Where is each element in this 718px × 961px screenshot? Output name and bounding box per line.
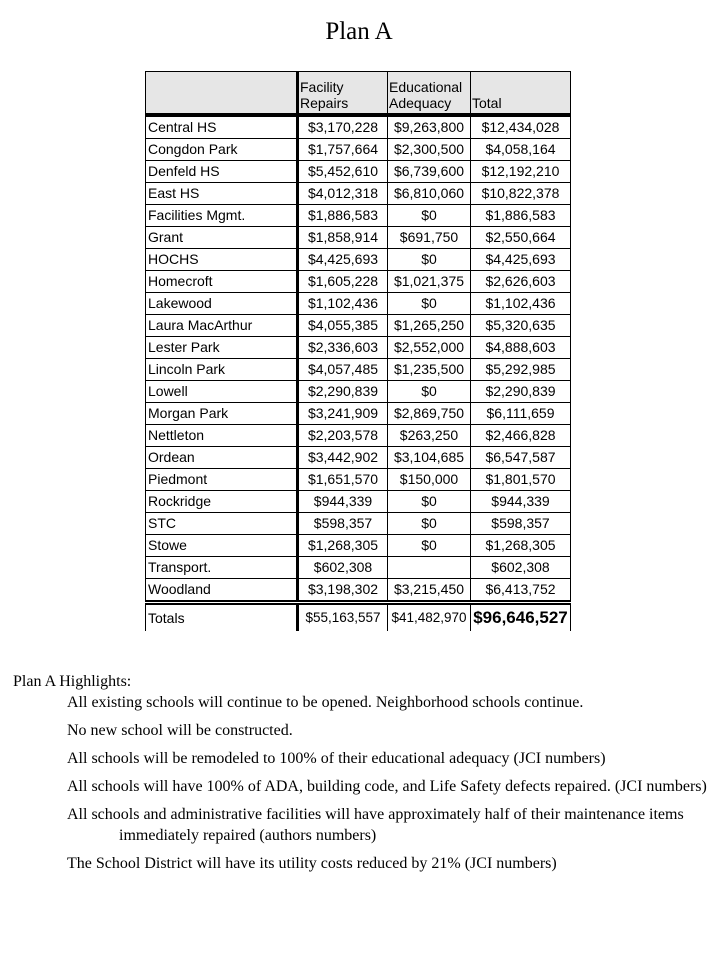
row-facility-repairs: $944,339 xyxy=(298,491,388,513)
row-name: STC xyxy=(146,513,298,535)
row-name: Denfeld HS xyxy=(146,161,298,183)
table-row xyxy=(146,469,571,491)
highlights-heading: Plan A Highlights: xyxy=(13,673,132,690)
row-total: $6,111,659 xyxy=(471,403,571,425)
row-facility-repairs: $1,268,305 xyxy=(298,535,388,557)
table-row xyxy=(146,227,571,249)
row-educational-adequacy: $0 xyxy=(388,293,471,315)
plan-highlights xyxy=(13,671,713,881)
row-name: Central HS xyxy=(146,115,298,139)
row-educational-adequacy: $263,250 xyxy=(388,425,471,447)
row-total: $5,320,635 xyxy=(471,315,571,337)
row-educational-adequacy xyxy=(388,557,471,579)
row-facility-repairs: $1,757,664 xyxy=(298,139,388,161)
highlight-item: The School District will have its utility costs reduced by 21% (JCI numbers) xyxy=(67,855,557,872)
plan-a-cost-table xyxy=(145,71,571,631)
table-row xyxy=(146,491,571,513)
row-educational-adequacy: $0 xyxy=(388,205,471,227)
row-educational-adequacy: $1,021,375 xyxy=(388,271,471,293)
row-total: $6,413,752 xyxy=(471,579,571,603)
row-educational-adequacy: $1,235,500 xyxy=(388,359,471,381)
row-name: Lowell xyxy=(146,381,298,403)
row-facility-repairs: $2,290,839 xyxy=(298,381,388,403)
row-name: Ordean xyxy=(146,447,298,469)
row-total: $1,886,583 xyxy=(471,205,571,227)
row-total: $598,357 xyxy=(471,513,571,535)
highlight-item: No new school will be constructed. xyxy=(67,722,293,739)
row-name: HOCHS xyxy=(146,249,298,271)
row-name: Laura MacArthur xyxy=(146,315,298,337)
row-educational-adequacy: $2,552,000 xyxy=(388,337,471,359)
row-educational-adequacy: $0 xyxy=(388,381,471,403)
highlights-list xyxy=(13,692,713,874)
row-facility-repairs: $4,425,693 xyxy=(298,249,388,271)
row-name: Lakewood xyxy=(146,293,298,315)
highlight-item: All schools and administrative facilities will have approximately half of their maintenance items immediately repaired (authors numbers) xyxy=(67,806,684,844)
table-row xyxy=(146,513,571,535)
row-total: $2,626,603 xyxy=(471,271,571,293)
row-educational-adequacy: $2,300,500 xyxy=(388,139,471,161)
row-total: $12,192,210 xyxy=(471,161,571,183)
header-educational-adequacy xyxy=(388,72,471,116)
page-title: Plan A xyxy=(325,18,393,45)
table-row xyxy=(146,557,571,579)
row-facility-repairs: $3,442,902 xyxy=(298,447,388,469)
table-row xyxy=(146,183,571,205)
row-name: Facilities Mgmt. xyxy=(146,205,298,227)
row-total: $1,268,305 xyxy=(471,535,571,557)
row-name: Piedmont xyxy=(146,469,298,491)
totals-grand-total: $96,646,527 xyxy=(471,603,571,632)
row-facility-repairs: $3,170,228 xyxy=(298,115,388,139)
totals-label: Totals xyxy=(146,603,298,632)
table-row xyxy=(146,359,571,381)
row-facility-repairs: $3,198,302 xyxy=(298,579,388,603)
table-row xyxy=(146,249,571,271)
header-educational-line2: Adequacy xyxy=(389,95,452,111)
row-educational-adequacy: $2,869,750 xyxy=(388,403,471,425)
row-educational-adequacy: $6,739,600 xyxy=(388,161,471,183)
table-row xyxy=(146,535,571,557)
row-educational-adequacy: $691,750 xyxy=(388,227,471,249)
row-facility-repairs: $4,055,385 xyxy=(298,315,388,337)
row-facility-repairs: $1,102,436 xyxy=(298,293,388,315)
row-facility-repairs: $2,203,578 xyxy=(298,425,388,447)
row-total: $4,425,693 xyxy=(471,249,571,271)
row-name: Nettleton xyxy=(146,425,298,447)
row-facility-repairs: $1,858,914 xyxy=(298,227,388,249)
row-name: Rockridge xyxy=(146,491,298,513)
row-educational-adequacy: $3,104,685 xyxy=(388,447,471,469)
table-row xyxy=(146,205,571,227)
row-educational-adequacy: $0 xyxy=(388,491,471,513)
row-facility-repairs: $5,452,610 xyxy=(298,161,388,183)
row-name: Homecroft xyxy=(146,271,298,293)
highlight-item: All existing schools will continue to be opened. Neighborhood schools continue. xyxy=(67,694,584,711)
row-educational-adequacy: $0 xyxy=(388,513,471,535)
row-name: Congdon Park xyxy=(146,139,298,161)
row-name: Lincoln Park xyxy=(146,359,298,381)
table-row xyxy=(146,403,571,425)
header-facility-line1: Facility xyxy=(300,79,344,95)
row-name: Woodland xyxy=(146,579,298,603)
table-row xyxy=(146,293,571,315)
row-facility-repairs: $1,651,570 xyxy=(298,469,388,491)
table-row xyxy=(146,447,571,469)
row-facility-repairs: $4,012,318 xyxy=(298,183,388,205)
row-total: $944,339 xyxy=(471,491,571,513)
header-name xyxy=(146,72,298,116)
table-row xyxy=(146,271,571,293)
row-educational-adequacy: $150,000 xyxy=(388,469,471,491)
row-educational-adequacy: $0 xyxy=(388,249,471,271)
row-educational-adequacy: $3,215,450 xyxy=(388,579,471,603)
row-name: Morgan Park xyxy=(146,403,298,425)
table-row xyxy=(146,425,571,447)
table-row xyxy=(146,139,571,161)
highlight-item: All schools will be remodeled to 100% of their educational adequacy (JCI numbers) xyxy=(67,750,606,767)
row-facility-repairs: $598,357 xyxy=(298,513,388,535)
row-name: Grant xyxy=(146,227,298,249)
row-facility-repairs: $4,057,485 xyxy=(298,359,388,381)
row-facility-repairs: $1,605,228 xyxy=(298,271,388,293)
row-total: $10,822,378 xyxy=(471,183,571,205)
row-name: Stowe xyxy=(146,535,298,557)
row-educational-adequacy: $9,263,800 xyxy=(388,115,471,139)
table-row xyxy=(146,381,571,403)
table-row xyxy=(146,579,571,603)
row-name: Transport. xyxy=(146,557,298,579)
row-total: $2,550,664 xyxy=(471,227,571,249)
highlight-item: All schools will have 100% of ADA, building code, and Life Safety defects repaired. (JCI numbers) xyxy=(67,778,707,795)
row-total: $4,888,603 xyxy=(471,337,571,359)
row-total: $1,801,570 xyxy=(471,469,571,491)
row-educational-adequacy: $0 xyxy=(388,535,471,557)
header-total: Total xyxy=(471,72,571,116)
row-facility-repairs: $3,241,909 xyxy=(298,403,388,425)
row-facility-repairs: $2,336,603 xyxy=(298,337,388,359)
row-total: $2,290,839 xyxy=(471,381,571,403)
table-row xyxy=(146,115,571,139)
totals-row xyxy=(146,603,571,632)
totals-educational: $41,482,970 xyxy=(388,603,471,632)
table-header-row xyxy=(146,72,571,116)
row-total: $12,434,028 xyxy=(471,115,571,139)
table-row xyxy=(146,315,571,337)
row-total: $2,466,828 xyxy=(471,425,571,447)
row-facility-repairs: $602,308 xyxy=(298,557,388,579)
row-total: $602,308 xyxy=(471,557,571,579)
table-row xyxy=(146,161,571,183)
row-total: $1,102,436 xyxy=(471,293,571,315)
row-total: $4,058,164 xyxy=(471,139,571,161)
row-name: East HS xyxy=(146,183,298,205)
row-total: $6,547,587 xyxy=(471,447,571,469)
header-educational-line1: Educational xyxy=(389,79,463,95)
header-facility-line2: Repairs xyxy=(300,95,349,111)
row-name: Lester Park xyxy=(146,337,298,359)
totals-facility: $55,163,557 xyxy=(298,603,388,632)
row-facility-repairs: $1,886,583 xyxy=(298,205,388,227)
row-educational-adequacy: $6,810,060 xyxy=(388,183,471,205)
row-educational-adequacy: $1,265,250 xyxy=(388,315,471,337)
header-facility-repairs xyxy=(298,72,388,116)
row-total: $5,292,985 xyxy=(471,359,571,381)
table-row xyxy=(146,337,571,359)
